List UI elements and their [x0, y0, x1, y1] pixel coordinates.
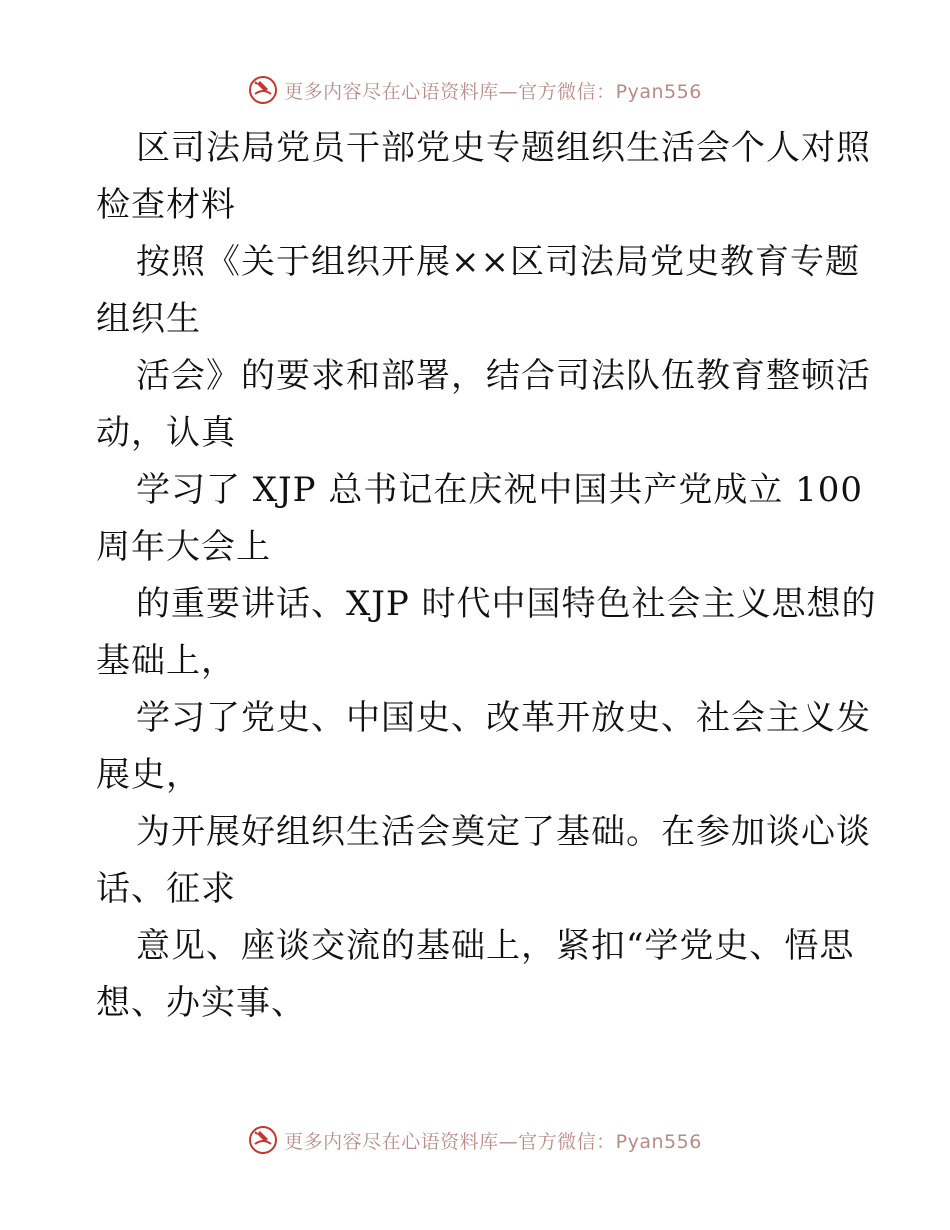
document-line: 学习了 XJP 总书记在庆祝中国共产党成立 100 — [136, 470, 864, 510]
header-watermark-text: 更多内容尽在心语资料库—官方微信：Pyan556 — [284, 80, 702, 103]
footer-watermark-text: 更多内容尽在心语资料库—官方微信：Pyan556 — [284, 1130, 702, 1153]
document-line: 意见、座谈交流的基础上，紧扣“学党史、悟思 — [136, 926, 855, 966]
header-watermark — [0, 72, 950, 108]
document-line: 基础上， — [96, 641, 236, 681]
document-line: 动，认真 — [96, 413, 236, 453]
document-line: 想、办实事、 — [96, 983, 306, 1023]
document-line: 周年大会上 — [96, 527, 271, 567]
document-line: 展史， — [96, 755, 201, 795]
document-line: 学习了党史、中国史、改革开放史、社会主义发 — [136, 698, 871, 738]
document-line: 的重要讲话、XJP 时代中国特色社会主义思想的 — [136, 584, 877, 624]
document-line: 话、征求 — [96, 869, 236, 909]
document-line: 区司法局党员干部党史专题组织生活会个人对照 — [136, 128, 871, 168]
document-line: 检查材料 — [96, 185, 236, 225]
document-line: 组织生 — [96, 299, 201, 339]
document-line: 按照《关于组织开展××区司法局党史教育专题 — [136, 242, 860, 282]
document-line: 活会》的要求和部署，结合司法队伍教育整顿活 — [136, 356, 871, 396]
book-pen-icon — [248, 75, 278, 105]
footer-watermark — [0, 1122, 950, 1158]
document-line: 为开展好组织生活会奠定了基础。在参加谈心谈 — [136, 812, 871, 852]
document-body — [96, 120, 877, 1032]
book-pen-icon — [248, 1125, 278, 1155]
